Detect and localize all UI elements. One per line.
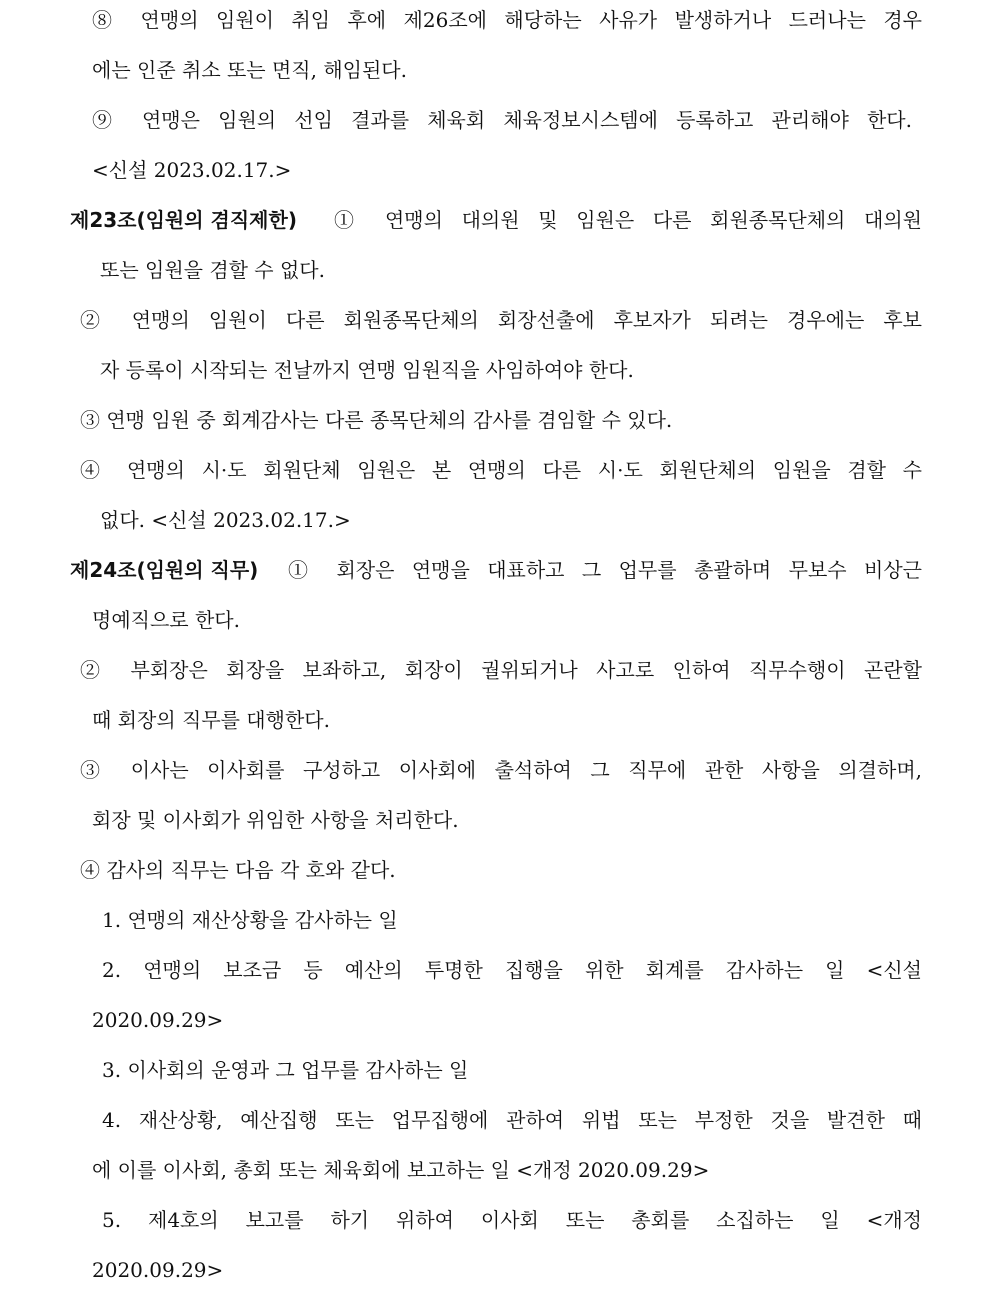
paragraph-line: ② 연맹의 임원이 다른 회원종목단체의 회장선출에 후보자가 되려는 경우에는 후보	[80, 308, 922, 332]
paragraph-line: 에는 인준 취소 또는 면직, 해임된다.	[92, 58, 407, 82]
list-item: 5. 제4호의 보고를 하기 위하여 이사회 또는 총회를 소집하는 일 <개정	[102, 1208, 922, 1232]
paragraph-line: ⑨ 연맹은 임원의 선임 결과를 체육회 체육정보시스템에 등록하고 관리해야 한다.	[92, 108, 912, 132]
list-item: 3. 이사회의 운영과 그 업무를 감사하는 일	[102, 1058, 469, 1082]
paragraph-line: ③ 연맹 임원 중 회계감사는 다른 종목단체의 감사를 겸임할 수 있다.	[80, 408, 673, 432]
paragraph-line: ① 회장은 연맹을 대표하고 그 업무를 총괄하며 무보수 비상근	[288, 558, 922, 582]
paragraph-line: 또는 임원을 겸할 수 없다.	[100, 258, 325, 282]
list-item: 에 이를 이사회, 총회 또는 체육회에 보고하는 일 <개정 2020.09.29>	[92, 1158, 710, 1182]
paragraph-line: ② 부회장은 회장을 보좌하고, 회장이 궐위되거나 사고로 인하여 직무수행이 곤란할	[80, 658, 922, 682]
paragraph-line: 회장 및 이사회가 위임한 사항을 처리한다.	[92, 808, 459, 832]
article-heading: 제24조(임원의 직무)	[70, 558, 259, 582]
amendment-note: 2020.09.29>	[92, 1258, 224, 1282]
paragraph-line: 때 회장의 직무를 대행한다.	[92, 708, 330, 732]
list-item: 1. 연맹의 재산상황을 감사하는 일	[102, 908, 398, 932]
paragraph-line: ③ 이사는 이사회를 구성하고 이사회에 출석하여 그 직무에 관한 사항을 의결하며,	[80, 758, 922, 782]
amendment-note: 2020.09.29>	[92, 1008, 224, 1032]
list-item: 2. 연맹의 보조금 등 예산의 투명한 집행을 위한 회계를 감사하는 일 <신설	[102, 958, 922, 982]
paragraph-line: ④ 연맹의 시·도 회원단체 임원은 본 연맹의 다른 시·도 회원단체의 임원을 겸할 수	[80, 458, 922, 482]
list-item: 4. 재산상황, 예산집행 또는 업무집행에 관하여 위법 또는 부정한 것을 발견한 때	[102, 1108, 922, 1132]
paragraph-line: 자 등록이 시작되는 전날까지 연맹 임원직을 사임하여야 한다.	[100, 358, 634, 382]
paragraph-line: ① 연맹의 대의원 및 임원은 다른 회원종목단체의 대의원	[334, 208, 922, 232]
article-heading: 제23조(임원의 겸직제한)	[70, 208, 297, 232]
paragraph-line: 없다. <신설 2023.02.17.>	[100, 508, 351, 532]
paragraph-line: ④ 감사의 직무는 다음 각 호와 같다.	[80, 858, 396, 882]
paragraph-line: 명예직으로 한다.	[92, 608, 240, 632]
paragraph-line: ⑧ 연맹의 임원이 취임 후에 제26조에 해당하는 사유가 발생하거나 드러나는 경우	[92, 8, 922, 32]
amendment-note: <신설 2023.02.17.>	[92, 158, 292, 182]
